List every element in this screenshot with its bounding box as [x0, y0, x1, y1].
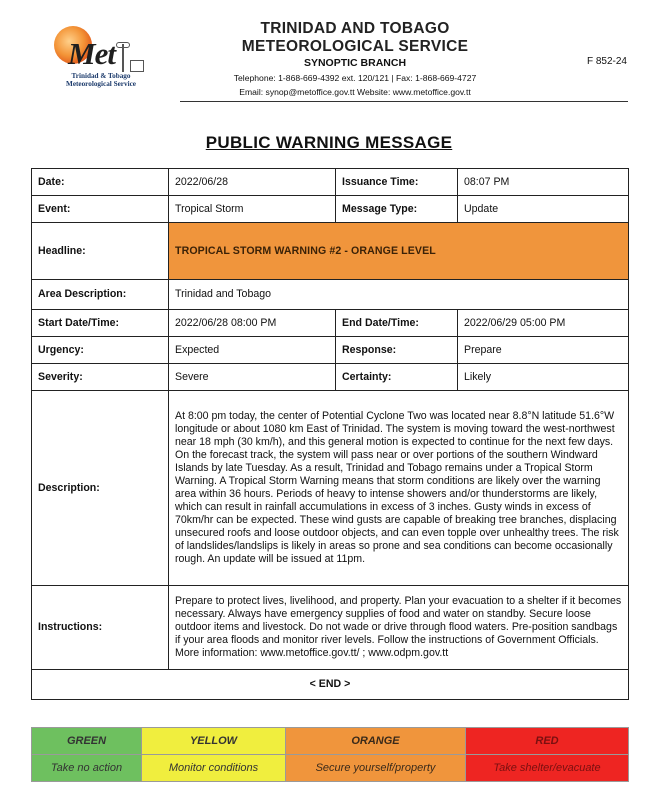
form-number: F 852-24 — [586, 56, 627, 67]
issuance-time-label: Issuance Time: — [336, 169, 458, 196]
response-value: Prepare — [458, 337, 629, 364]
weather-station-pole-icon — [122, 44, 124, 72]
instrument-box-icon — [130, 60, 144, 72]
table-row — [32, 196, 629, 223]
certainty-label: Certainty: — [336, 364, 458, 391]
legend-red-action: Take shelter/evacuate — [466, 755, 629, 782]
warning-table — [31, 168, 629, 700]
end-marker: < END > — [32, 670, 629, 700]
legend-yellow-name: YELLOW — [142, 728, 286, 755]
instructions-value: Prepare to protect lives, livelihood, and property. Plan your evacuation to a shelter if it becomes necessary. Always have emergency supplies of food and water on standby. Secure loose outdoor items and livestock. Do not wade or drive through flood waters. Pre-position sandbags if your area floods and monitor river levels. Follow the instructions of Government Officials. More information: www.metoffice.gov.tt/ ; www.odpm.gov.tt — [169, 586, 629, 670]
logo-caption — [55, 72, 147, 88]
message-type-value: Update — [458, 196, 629, 223]
certainty-value: Likely — [458, 364, 629, 391]
header-divider — [180, 101, 628, 102]
message-type-label: Message Type: — [336, 196, 458, 223]
response-label: Response: — [336, 337, 458, 364]
org-name-line1: TRINIDAD AND TOBAGO — [260, 20, 450, 37]
page-title-text: PUBLIC WARNING MESSAGE — [205, 133, 453, 152]
table-row — [32, 169, 629, 196]
event-value: Tropical Storm — [169, 196, 336, 223]
legend-level-names — [32, 728, 629, 755]
legend-orange-action: Secure yourself/property — [286, 755, 466, 782]
area-description-label: Area Description: — [32, 280, 169, 310]
legend-red-name: RED — [466, 728, 629, 755]
end-datetime-label: End Date/Time: — [336, 310, 458, 337]
severity-value: Severe — [169, 364, 336, 391]
end-datetime-value: 2022/06/29 05:00 PM — [458, 310, 629, 337]
logo-text: Met — [68, 36, 115, 71]
branch-name: SYNOPTIC BRANCH — [303, 57, 407, 69]
table-row — [32, 310, 629, 337]
start-datetime-label: Start Date/Time: — [32, 310, 169, 337]
table-row — [32, 670, 629, 700]
org-name-line2: METEOROLOGICAL SERVICE — [241, 38, 469, 55]
met-service-logo — [52, 22, 147, 92]
legend-green-name: GREEN — [32, 728, 142, 755]
date-label: Date: — [32, 169, 169, 196]
table-row — [32, 364, 629, 391]
legend-level-actions — [32, 755, 629, 782]
description-value: At 8:00 pm today, the center of Potential Cyclone Two was located near 8.8°N latitude 51.6°W longitude or about 1080 km East of Trinidad. The system is moving toward the west-northwest near 18 mph (30 km/h), and this general motion is expected to continue for the next few days. On the forecast track, the system will pass near or over portions of the southern Windward Islands by late Tuesday. As a result, Trinidad and Tobago remains under a Tropical Storm Warning. A Tropical Storm Warning means that storm conditions are likely over the warning area within 36 hours. Periods of heavy to intense showers and/or thunderstorms are likely, which can result in rainfall accumulations in excess of 3 inches. Gusty winds in excess of 70km/hr can be expected. These wind gusts are capable of breaking tree branches, displacing unsecured roofs and loose outdoor objects, and can even topple over unhealthy trees. The risk of landslides/landslips is likely in areas so prone and sea conditions can become occasionally rough. An update will be issued at 11pm. — [169, 391, 629, 586]
legend-green-action: Take no action — [32, 755, 142, 782]
logo-caption-line1: Trinidad & Tobago — [71, 72, 131, 80]
headline-label: Headline: — [32, 223, 169, 280]
legend-yellow-action: Monitor conditions — [142, 755, 286, 782]
logo-caption-line2: Meteorological Service — [66, 80, 136, 88]
legend-orange-name: ORANGE — [286, 728, 466, 755]
area-description-value: Trinidad and Tobago — [169, 280, 629, 310]
issuance-time-value: 08:07 PM — [458, 169, 629, 196]
urgency-label: Urgency: — [32, 337, 169, 364]
email-website: Email: synop@metoffice.gov.tt Website: www.metoffice.gov.tt — [239, 87, 471, 97]
table-row — [32, 586, 629, 670]
start-datetime-value: 2022/06/28 08:00 PM — [169, 310, 336, 337]
severity-label: Severity: — [32, 364, 169, 391]
description-label: Description: — [32, 391, 169, 586]
table-row — [32, 280, 629, 310]
warning-level-legend — [31, 727, 629, 782]
table-row — [32, 223, 629, 280]
table-row — [32, 337, 629, 364]
letterhead — [190, 20, 520, 98]
headline-value: TROPICAL STORM WARNING #2 - ORANGE LEVEL — [169, 223, 629, 280]
event-label: Event: — [32, 196, 169, 223]
date-value: 2022/06/28 — [169, 169, 336, 196]
urgency-value: Expected — [169, 337, 336, 364]
page-title — [0, 133, 658, 153]
instructions-label: Instructions: — [32, 586, 169, 670]
table-row — [32, 391, 629, 586]
phone-fax: Telephone: 1-868-669-4392 ext. 120/121 | Fax: 1-868-669-4727 — [233, 73, 477, 83]
